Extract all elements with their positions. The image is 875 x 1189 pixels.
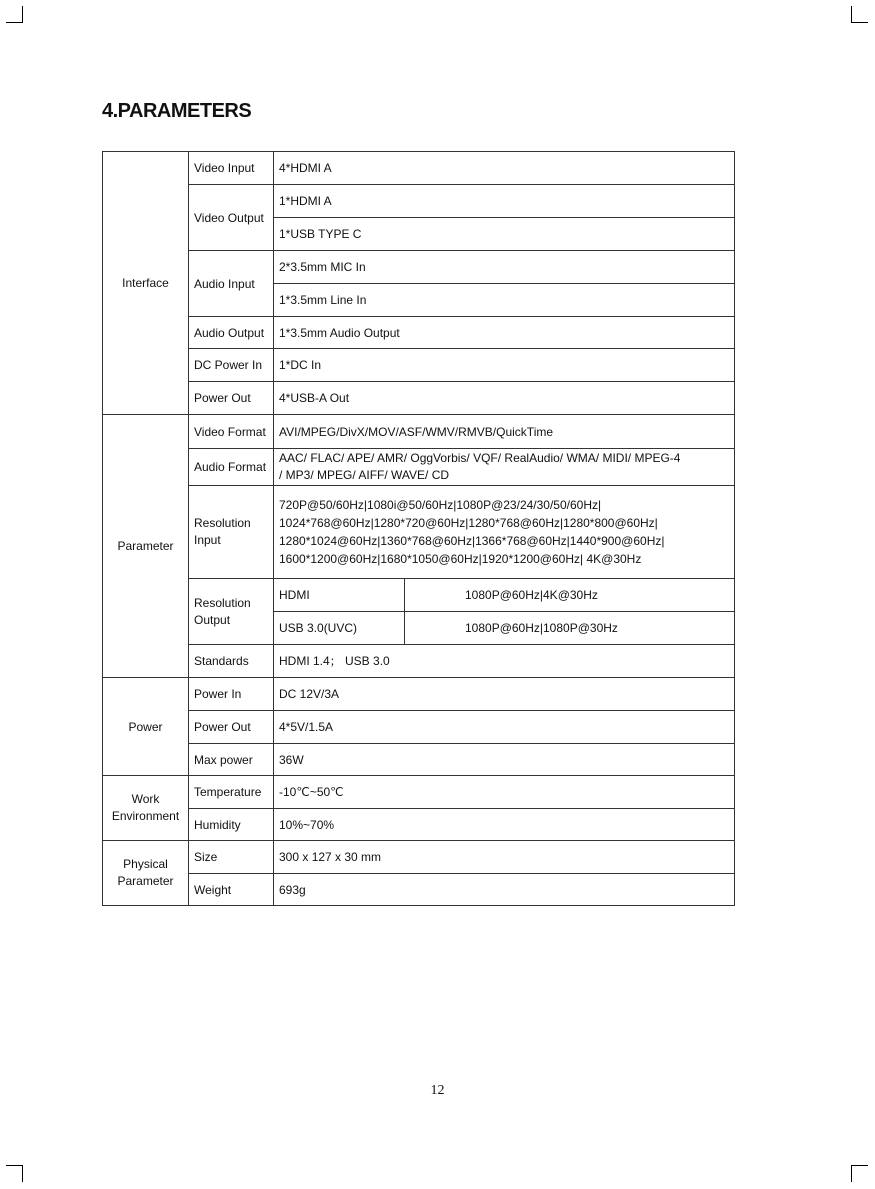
- row-label-power-in: Power In: [189, 678, 274, 711]
- table-row: [103, 317, 735, 349]
- row-label-video-format: Video Format: [189, 415, 274, 449]
- table-row: [103, 185, 735, 218]
- table-row: [103, 579, 735, 612]
- row-value-video-output-hdmi: 1*HDMI A: [274, 185, 735, 218]
- row-label-temperature: Temperature: [189, 776, 274, 809]
- category-interface: Interface: [103, 152, 189, 415]
- row-value-audio-format: [274, 449, 735, 486]
- row-value-audio-input-mic: 2*3.5mm MIC In: [274, 251, 735, 284]
- work-environment-label-line: Environment: [111, 809, 180, 823]
- table-row: [103, 415, 735, 449]
- row-label-audio-output: Audio Output: [189, 317, 274, 349]
- row-value-size: 300 x 127 x 30 mm: [274, 841, 735, 874]
- category-work-environment: [103, 776, 189, 841]
- resolution-input-line: 1280*1024@60Hz|1360*768@60Hz|1366*768@60Hz|1440*900@60Hz|: [279, 534, 665, 548]
- resolution-output-port-usb: USB 3.0(UVC): [274, 612, 405, 645]
- table-row: [103, 711, 735, 744]
- crop-mark-bottom-left-h: [6, 1165, 23, 1166]
- row-label-video-input: Video Input: [189, 152, 274, 185]
- crop-mark-top-left-v: [22, 6, 23, 23]
- table-row: [103, 449, 735, 486]
- row-label-max-power: Max power: [189, 744, 274, 776]
- row-label-video-output: Video Output: [189, 185, 274, 251]
- row-label-size: Size: [189, 841, 274, 874]
- row-value-humidity: 10%~70%: [274, 809, 735, 841]
- table-row: [103, 486, 735, 579]
- row-label-power-out: Power Out: [189, 382, 274, 415]
- row-value-max-power: 36W: [274, 744, 735, 776]
- resolution-input-line: 1600*1200@60Hz|1680*1050@60Hz|1920*1200@60Hz| 4K@30Hz: [279, 552, 642, 566]
- resolution-input-label-line: Resolution: [194, 516, 251, 530]
- row-label-power-out-spec: Power Out: [189, 711, 274, 744]
- resolution-output-value-usb: 1080P@60Hz|1080P@30Hz: [405, 612, 735, 645]
- table-row: [103, 152, 735, 185]
- row-value-video-output-usb: 1*USB TYPE C: [274, 218, 735, 251]
- resolution-output-port-hdmi: HDMI: [274, 579, 405, 612]
- table-row: [103, 678, 735, 711]
- table-row: [103, 776, 735, 809]
- row-value-power-out-spec: 4*5V/1.5A: [274, 711, 735, 744]
- table-row: [103, 841, 735, 874]
- row-value-video-input: 4*HDMI A: [274, 152, 735, 185]
- table-row: [103, 809, 735, 841]
- category-parameter: Parameter: [103, 415, 189, 678]
- page-number: 12: [430, 1083, 445, 1098]
- crop-mark-bottom-left-v: [22, 1165, 23, 1182]
- row-value-weight: 693g: [274, 874, 735, 906]
- crop-mark-top-right-v: [851, 6, 852, 23]
- parameters-table: [102, 151, 735, 906]
- section-heading: 4.PARAMETERS: [102, 100, 252, 122]
- row-label-humidity: Humidity: [189, 809, 274, 841]
- row-value-power-in: DC 12V/3A: [274, 678, 735, 711]
- table-row: [103, 349, 735, 382]
- table-row: [103, 251, 735, 284]
- row-label-weight: Weight: [189, 874, 274, 906]
- row-value-resolution-input: [274, 486, 735, 579]
- crop-mark-bottom-right-h: [851, 1165, 868, 1166]
- crop-mark-bottom-right-v: [851, 1165, 852, 1182]
- physical-label-line: Physical: [123, 857, 168, 871]
- crop-mark-top-left-h: [6, 22, 23, 23]
- crop-mark-top-right-h: [851, 22, 868, 23]
- row-value-standards: HDMI 1.4； USB 3.0: [274, 645, 735, 678]
- row-value-audio-input-line: 1*3.5mm Line In: [274, 284, 735, 317]
- resolution-output-label-line: Output: [194, 612, 231, 627]
- audio-format-line: AAC/ FLAC/ APE/ AMR/ OggVorbis/ VQF/ RealAudio/ WMA/ MIDI/ MPEG-4: [279, 451, 681, 465]
- row-value-audio-output: 1*3.5mm Audio Output: [274, 317, 735, 349]
- category-physical-parameter: [103, 841, 189, 906]
- row-label-standards: Standards: [189, 645, 274, 678]
- row-label-resolution-input: [189, 486, 274, 579]
- table-row: [103, 874, 735, 906]
- resolution-input-label-line: Input: [194, 533, 221, 547]
- resolution-input-line: 1024*768@60Hz|1280*720@60Hz|1280*768@60Hz|1280*800@60Hz|: [279, 516, 658, 530]
- physical-label-line: Parameter: [117, 874, 174, 888]
- table-row: [103, 382, 735, 415]
- resolution-output-value-hdmi: 1080P@60Hz|4K@30Hz: [405, 579, 735, 612]
- row-label-dc-power-in: DC Power In: [189, 349, 274, 382]
- table-row: [103, 744, 735, 776]
- category-power: Power: [103, 678, 189, 776]
- row-value-temperature: -10℃~50℃: [274, 776, 735, 809]
- row-label-audio-input: Audio Input: [189, 251, 274, 317]
- row-value-power-out: 4*USB-A Out: [274, 382, 735, 415]
- resolution-input-line: 720P@50/60Hz|1080i@50/60Hz|1080P@23/24/30/50/60Hz|: [279, 498, 602, 512]
- work-environment-label-line: Work: [131, 792, 160, 806]
- row-value-video-format: AVI/MPEG/DivX/MOV/ASF/WMV/RMVB/QuickTime: [274, 415, 735, 449]
- resolution-output-label-line: Resolution: [194, 595, 251, 610]
- table-row: [103, 645, 735, 678]
- audio-format-line: / MP3/ MPEG/ AIFF/ WAVE/ CD: [279, 468, 450, 482]
- row-label-resolution-output: [189, 579, 274, 645]
- row-label-audio-format: Audio Format: [189, 449, 274, 486]
- row-value-dc-power-in: 1*DC In: [274, 349, 735, 382]
